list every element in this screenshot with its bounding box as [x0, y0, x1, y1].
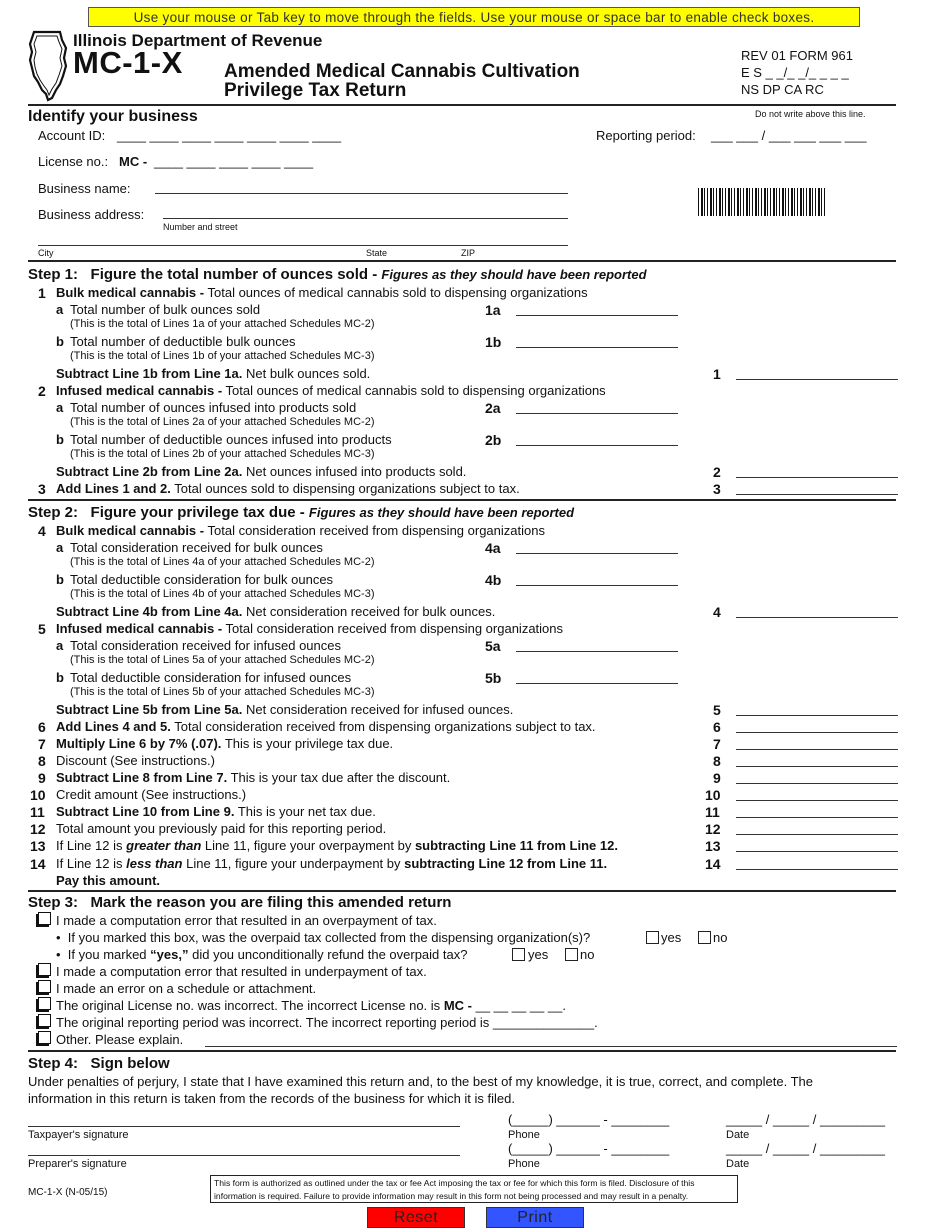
city-state-zip-field[interactable] [38, 232, 568, 246]
line9-id: 9 [713, 770, 721, 786]
line4a-note: (This is the total of Lines 4a of your attached Schedules MC-2) [70, 556, 375, 568]
line5b-letter: b [56, 670, 64, 685]
step1-divider [28, 260, 896, 262]
line2-id: 2 [713, 464, 721, 480]
preparer-date-field[interactable]: _____ / _____ / _________ [726, 1141, 886, 1156]
line2b-id: 2b [485, 432, 502, 448]
barcode [698, 188, 826, 216]
line3-id: 3 [713, 481, 721, 497]
line13-id: 13 [705, 838, 721, 854]
line3-desc: Add Lines 1 and 2. Total ounces sold to dispensing organizations subject to tax. [56, 481, 520, 496]
line4b-id: 4b [485, 572, 502, 588]
line4b-desc: Total deductible consideration for bulk ounces [70, 572, 334, 587]
line1a-id: 1a [485, 302, 501, 318]
line2a-desc: Total number of ounces infused into products sold [70, 400, 357, 415]
business-name-label: Business name: [38, 181, 131, 196]
preparer-signature-field[interactable] [28, 1142, 460, 1156]
reason-underpayment-label: I made a computation error that resulted in underpayment of tax. [56, 964, 427, 979]
reason-schedule-error-checkbox[interactable] [38, 980, 51, 993]
preparer-signature-caption: Preparer's signature [28, 1158, 127, 1170]
line12-desc: Total amount you previously paid for this reporting period. [56, 821, 387, 836]
line4a-letter: a [56, 540, 64, 555]
line8-id: 8 [713, 753, 721, 769]
question1: • If you marked this box, was the overpaid tax collected from the dispensing organization(s)? [56, 930, 591, 945]
reason-period-checkbox[interactable] [38, 1014, 51, 1027]
line3-number: 3 [38, 481, 46, 497]
taxpayer-phone-caption: Phone [508, 1129, 540, 1141]
line4-number: 4 [38, 523, 46, 539]
line10-id: 10 [705, 787, 721, 803]
number-street-caption: Number and street [163, 222, 238, 232]
line2a-note: (This is the total of Lines 2a of your attached Schedules MC-2) [70, 416, 375, 428]
line2-field[interactable] [736, 464, 898, 478]
line7-field[interactable] [736, 736, 898, 750]
line11-desc: Subtract Line 10 from Line 9. This is your net tax due. [56, 804, 376, 819]
line5a-note: (This is the total of Lines 5a of your attached Schedules MC-2) [70, 654, 375, 666]
line2a-id: 2a [485, 400, 501, 416]
line14-id: 14 [705, 856, 721, 872]
line12-id: 12 [705, 821, 721, 837]
line7-desc: Multiply Line 6 by 7% (.07). This is your privilege tax due. [56, 736, 394, 751]
line4-desc: Bulk medical cannabis - Total consideration received from dispensing organizations [56, 523, 545, 538]
preparer-phone-caption: Phone [508, 1158, 540, 1170]
header-divider [28, 104, 896, 106]
street-field[interactable] [163, 205, 568, 219]
instructions-banner [88, 7, 860, 27]
perjury-line2: information in this return is taken from the records of the business for which it is filed. [28, 1091, 515, 1106]
taxpayer-signature-field[interactable] [28, 1113, 460, 1127]
reason-period-label: The original reporting period was incorrect. The incorrect reporting period is ______________. [56, 1015, 598, 1030]
line1b-note: (This is the total of Lines 1b of your attached Schedules MC-3) [70, 350, 375, 362]
perjury-line1: Under penalties of perjury, I state that I have examined this return and, to the best of my knowledge, it is true, correct, and complete. The [28, 1074, 813, 1089]
rev-row1: REV 01 FORM 961 [741, 48, 853, 63]
agency-name: Illinois Department of Revenue [73, 31, 323, 50]
reason-underpayment-checkbox[interactable] [38, 963, 51, 976]
license-label: License no.: [38, 154, 109, 169]
state-caption: State [366, 248, 388, 258]
line5a-letter: a [56, 638, 64, 653]
line5a-field[interactable] [516, 638, 678, 652]
line1b-letter: b [56, 334, 64, 349]
line4b-note: (This is the total of Lines 4b of your attached Schedules MC-3) [70, 588, 375, 600]
line11-field[interactable] [736, 804, 898, 818]
line4-field[interactable] [736, 604, 898, 618]
taxpayer-date-caption: Date [726, 1129, 750, 1141]
line12-field[interactable] [736, 821, 898, 835]
reset-button[interactable]: Reset [367, 1207, 465, 1228]
line4-subtract: Subtract Line 4b from Line 4a. Net consideration received for bulk ounces. [56, 604, 496, 619]
rev-row2: E S _ _/_ _/_ _ _ _ [741, 65, 849, 80]
q2-yes-label: yes [528, 947, 549, 962]
step1-header: Step 1: Figure the total number of ounces sold - Figures as they should have been reported [28, 266, 647, 283]
preparer-date-caption: Date [726, 1158, 750, 1170]
taxpayer-date-field[interactable]: _____ / _____ / _________ [726, 1112, 886, 1127]
question2: • If you marked “yes,” did you unconditionally refund the overpaid tax? [56, 947, 468, 962]
line1a-note: (This is the total of Lines 1a of your attached Schedules MC-2) [70, 318, 375, 330]
line14-pay: Pay this amount. [56, 873, 161, 888]
line5-id: 5 [713, 702, 721, 718]
form-id: MC-1-X [73, 45, 183, 80]
line11-number: 11 [30, 804, 45, 820]
line9-desc: Subtract Line 8 from Line 7. This is your tax due after the discount. [56, 770, 451, 785]
q1-yes-checkbox[interactable] [646, 931, 659, 944]
line2b-note: (This is the total of Lines 2b of your attached Schedules MC-3) [70, 448, 375, 460]
line2-number: 2 [38, 383, 46, 399]
line13-desc: If Line 12 is greater than Line 11, figure your overpayment by subtracting Line 11 from Line 12. [56, 838, 618, 853]
disclosure-box [210, 1175, 738, 1203]
line1b-field[interactable] [516, 334, 678, 348]
line1-desc: Bulk medical cannabis - Total ounces of medical cannabis sold to dispensing organizations [56, 285, 588, 300]
line4a-desc: Total consideration received for bulk ounces [70, 540, 323, 555]
line5-subtract: Subtract Line 5b from Line 5a. Net consideration received for infused ounces. [56, 702, 514, 717]
line5-field[interactable] [736, 702, 898, 716]
line2a-letter: a [56, 400, 64, 415]
illinois-state-icon [26, 30, 70, 102]
line6-desc: Add Lines 4 and 5. Total consideration received from dispensing organizations subject to tax. [56, 719, 596, 734]
line5-desc: Infused medical cannabis - Total consideration received from dispensing organizations [56, 621, 564, 636]
line10-field[interactable] [736, 787, 898, 801]
reason-other-label: Other. Please explain. [56, 1032, 184, 1047]
line1a-field[interactable] [516, 302, 678, 316]
reason-license-label: The original License no. was incorrect. The incorrect License no. is MC - __ __ __ __ __. [56, 998, 566, 1013]
line4b-letter: b [56, 572, 64, 587]
line1a-desc: Total number of bulk ounces sold [70, 302, 261, 317]
form-title-line2: Privilege Tax Return [224, 80, 407, 101]
step2-header: Step 2: Figure your privilege tax due - Figures as they should have been reported [28, 504, 575, 521]
banner-text: Use your mouse or Tab key to move through the fields. Use your mouse or space bar to enable check boxes. [133, 10, 815, 25]
line6-number: 6 [38, 719, 46, 735]
q2-yes-checkbox[interactable] [512, 948, 525, 961]
line1a-letter: a [56, 302, 64, 317]
license-input[interactable]: ____ ____ ____ ____ ____ [154, 154, 314, 169]
q2-no-checkbox[interactable] [565, 948, 578, 961]
line14-field[interactable] [736, 856, 898, 870]
step3-divider [28, 890, 896, 892]
reporting-period-label: Reporting period: [596, 128, 696, 143]
line6-id: 6 [713, 719, 721, 735]
line10-desc: Credit amount (See instructions.) [56, 787, 247, 802]
q1-yes-label: yes [661, 930, 682, 945]
do-not-write-note: Do not write above this line. [755, 109, 866, 119]
print-button[interactable]: Print [486, 1207, 584, 1228]
reason-overpayment-label: I made a computation error that resulted in an overpayment of tax. [56, 913, 437, 928]
line2b-letter: b [56, 432, 64, 447]
q1-no-checkbox[interactable] [698, 931, 711, 944]
step3-header: Step 3: Mark the reason you are filing this amended return [28, 894, 452, 911]
line9-number: 9 [38, 770, 46, 786]
business-address-label: Business address: [38, 207, 145, 222]
taxpayer-phone-field[interactable]: (_____) ______ - ________ [508, 1112, 670, 1127]
line2a-field[interactable] [516, 400, 678, 414]
form-title-line1: Amended Medical Cannabis Cultivation [224, 61, 580, 82]
reason-license-checkbox[interactable] [38, 997, 51, 1010]
line4-id: 4 [713, 604, 721, 620]
step4-divider [28, 1050, 896, 1052]
zip-caption: ZIP [461, 248, 476, 258]
line5a-desc: Total consideration received for infused ounces [70, 638, 341, 653]
line13-field[interactable] [736, 838, 898, 852]
line5b-note: (This is the total of Lines 5b of your attached Schedules MC-3) [70, 686, 375, 698]
disclosure-line1: This form is authorized as outlined under the tax or fee Act imposing the tax or fee for which this form is filed. Disclosure of this [214, 1178, 695, 1188]
line1b-desc: Total number of deductible bulk ounces [70, 334, 296, 349]
line5b-desc: Total deductible consideration for infused ounces [70, 670, 352, 685]
step2-divider [28, 499, 896, 501]
line7-number: 7 [38, 736, 46, 752]
q1-no-label: no [713, 930, 728, 945]
line14-number: 14 [30, 856, 46, 872]
reason-overpayment-checkbox[interactable] [38, 912, 51, 925]
line12-number: 12 [30, 821, 46, 837]
line8-number: 8 [38, 753, 46, 769]
license-prefix: MC - [119, 154, 148, 169]
line4b-field[interactable] [516, 572, 678, 586]
line8-field[interactable] [736, 753, 898, 767]
line3-field[interactable] [736, 481, 898, 495]
other-explain-field[interactable] [205, 1033, 897, 1047]
line4a-field[interactable] [516, 540, 678, 554]
line9-field[interactable] [736, 770, 898, 784]
rev-row3: NS DP CA RC [741, 82, 824, 97]
city-caption: City [38, 248, 54, 258]
line2-subtract: Subtract Line 2b from Line 2a. Net ounces infused into products sold. [56, 464, 467, 479]
line5a-id: 5a [485, 638, 501, 654]
line2b-desc: Total number of deductible ounces infused into products [70, 432, 392, 447]
reason-schedule-error-label: I made an error on a schedule or attachment. [56, 981, 317, 996]
reporting-period-input[interactable]: ___ ___ / ___ ___ ___ ___ [711, 128, 867, 143]
taxpayer-signature-caption: Taxpayer's signature [28, 1129, 129, 1141]
line2-desc: Infused medical cannabis - Total ounces of medical cannabis sold to dispensing organizations [56, 383, 606, 398]
identify-title: Identify your business [28, 108, 198, 125]
account-id-label: Account ID: [38, 128, 106, 143]
preparer-phone-field[interactable]: (_____) ______ - ________ [508, 1141, 670, 1156]
line5b-field[interactable] [516, 670, 678, 684]
line6-field[interactable] [736, 719, 898, 733]
line4a-id: 4a [485, 540, 501, 556]
line14-desc: If Line 12 is less than Line 11, figure your underpayment by subtracting Line 12 from Line 11. [56, 856, 608, 871]
line1-subtract: Subtract Line 1b from Line 1a. Net bulk ounces sold. [56, 366, 371, 381]
line5-number: 5 [38, 621, 46, 637]
line13-number: 13 [30, 838, 46, 854]
account-id-input[interactable]: ____ ____ ____ ____ ____ ____ ____ [117, 128, 342, 143]
form-code: MC-1-X (N-05/15) [28, 1187, 108, 1198]
line8-desc: Discount (See instructions.) [56, 753, 215, 768]
step4-header: Step 4: Sign below [28, 1055, 170, 1072]
line11-id: 11 [705, 804, 720, 820]
line1-number: 1 [38, 285, 46, 301]
line2b-field[interactable] [516, 432, 678, 446]
line5b-id: 5b [485, 670, 502, 686]
line1b-id: 1b [485, 334, 502, 350]
line1-id: 1 [713, 366, 721, 382]
line7-id: 7 [713, 736, 721, 752]
line1-field[interactable] [736, 366, 898, 380]
business-name-field[interactable] [155, 180, 568, 194]
disclosure-line2: information is required. Failure to provide information may result in this form not being processed and may result in a penalty. [214, 1191, 689, 1201]
line10-number: 10 [30, 787, 46, 803]
reason-other-checkbox[interactable] [38, 1031, 51, 1044]
q2-no-label: no [580, 947, 595, 962]
